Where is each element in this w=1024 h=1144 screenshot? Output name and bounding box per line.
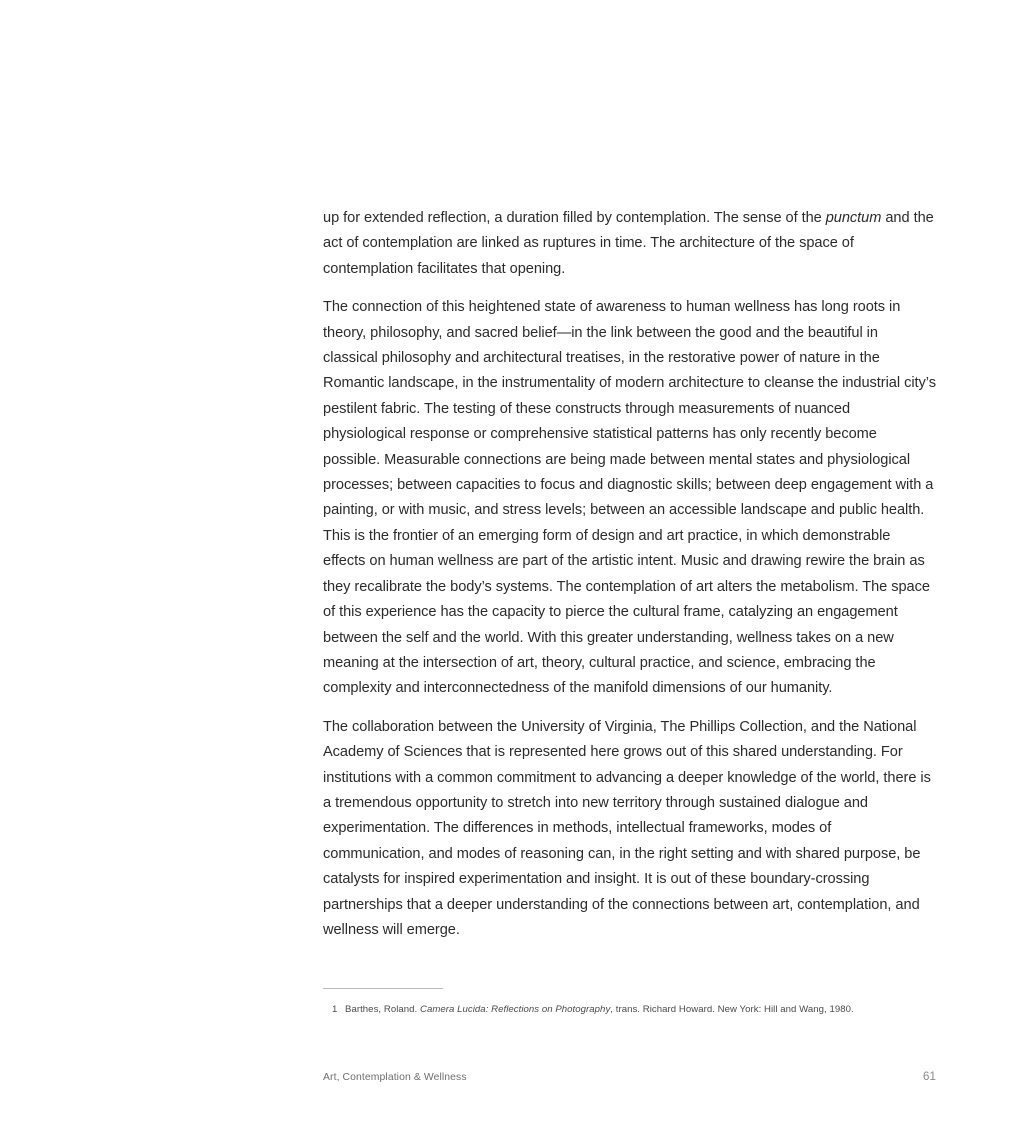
text-run: The connection of this heightened state of awareness to human wellness has long roots in theory, philosophy, and sacred belief—in the link between the good and the beautiful in classical philosophy and architectural treatises, in the restorative power of nature in the Romantic landscape, in the instrumentality of modern architecture to cleanse the industrial city’s pestilent fabric. The testing of these constructs through measurements of nuanced physiological response or comprehensive statistical patterns has only recently become possible. Measurable connections are being made between mental states and physiological processes; between capacities to focus and diagnostic skills; between deep engagement with a painting, or with music, and stress levels; between an accessible landscape and public health. This is the frontier of an emerging form of design and art practice, in which demonstrable effects on human wellness are part of the artistic intent. Music and drawing rewire the brain as they recalibrate the body’s systems. The contemplation of art alters the metabolism. The space of this experience has the capacity to pierce the cultural frame, catalyzing an engagement between the self and the world. With this greater understanding, wellness takes on a new meaning at the intersection of art, theory, cultural practice, and science, embracing the complexity and interconnectedness of the manifold dimensions of our humanity. [323,299,936,697]
text-run: up for extended reflection, a duration filled by contemplation. The sense of the [323,210,826,226]
italic-run: punctum [825,210,882,226]
text-run: The collaboration between the University of Virginia, The Phillips Collection, and the National Academy of Sciences that is represented here grows out of this shared understanding. For institutions with a common commitment to advancing a deeper knowledge of the world, there is a tremendous opportunity to stretch into new territory through sustained dialogue and experimentation. The differences in methods, intellectual frameworks, modes of communication, and modes of reasoning can, in the right setting and with shared purpose, be catalysts for inspired experimentation and insight. It is out of these boundary-crossing partnerships that a deeper understanding of the connections between art, contemplation, and wellness will emerge. [323,718,931,938]
footer-running-title: Art, Contemplation & Wellness [323,1072,467,1083]
page-footer [323,1071,936,1083]
footnote-separator-rule [323,988,443,989]
footnote-entry [323,1003,936,1017]
italic-run: Camera Lucida: Reflections on Photography [419,1004,611,1015]
paragraph-wellness-connection [323,295,936,702]
footnote-block [323,988,936,1017]
text-run: Barthes, Roland. [345,1004,420,1015]
paragraph-collaboration [323,715,936,944]
footer-page-number: 61 [923,1071,936,1083]
body-text-column [323,206,936,943]
text-run: and the act of contemplation are linked as ruptures in time. The architecture of the space of contemplation facilitates that opening. [323,210,934,277]
footnote-text [345,1004,854,1015]
paragraph-continuation [323,206,936,282]
text-run: , trans. Richard Howard. New York: Hill and Wang, 1980. [610,1004,854,1015]
footnote-marker: 1 [332,1004,338,1015]
